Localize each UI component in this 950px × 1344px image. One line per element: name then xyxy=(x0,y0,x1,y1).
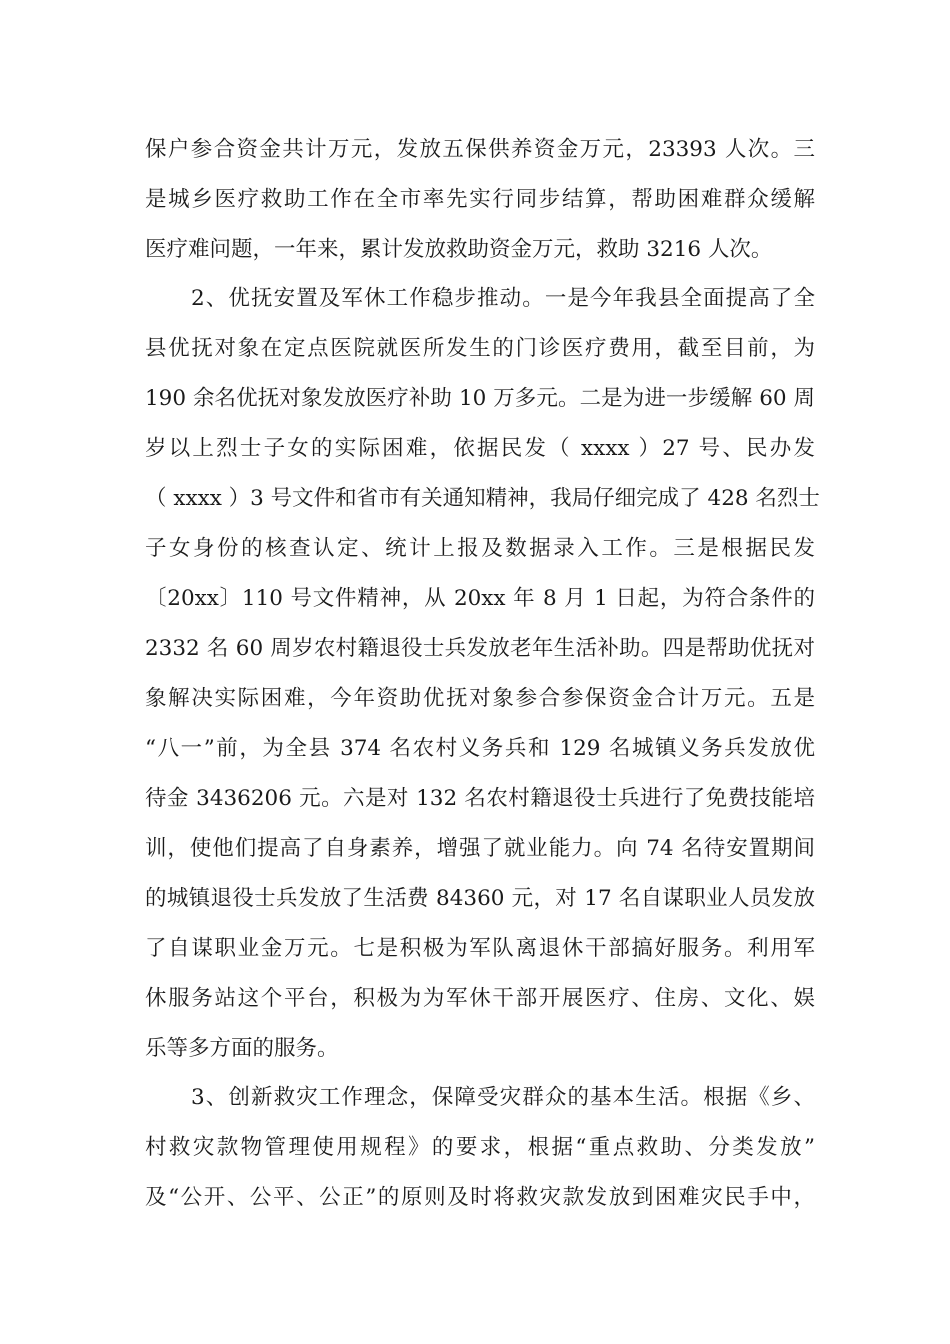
text-line: 190 余名优抚对象发放医疗补助 10 万多元。二是为进一步缓解 60 周 xyxy=(145,386,815,411)
text-line: “八一”前，为全县 374 名农村义务兵和 129 名城镇义务兵发放优 xyxy=(145,736,815,761)
text-line: 乐等多方面的服务。 xyxy=(145,1036,339,1061)
paragraph-2-first-line: 2、优抚安置及军休工作稳步推动。一是今年我县全面提高了全 xyxy=(191,286,815,311)
text-line: 是城乡医疗救助工作在全市率先实行同步结算，帮助困难群众缓解 xyxy=(145,187,815,212)
text-line: 的城镇退役士兵发放了生活费 84360 元，对 17 名自谋职业人员发放 xyxy=(145,886,815,911)
paragraph-3-first-line: 3、创新救灾工作理念，保障受灾群众的基本生活。根据《乡、 xyxy=(191,1085,815,1110)
text-line: 象解决实际困难，今年资助优抚对象参合参保资金合计万元。五是 xyxy=(145,686,815,711)
text-line: 县优抚对象在定点医院就医所发生的门诊医疗费用，截至目前，为 xyxy=(145,336,815,361)
text-line: 训，使他们提高了自身素养，增强了就业能力。向 74 名待安置期间 xyxy=(145,836,815,861)
text-line: 岁以上烈士子女的实际困难，依据民发（ xxxx ）27 号、民办发 xyxy=(145,436,815,461)
text-line: （ xxxx ）3 号文件和省市有关通知精神，我局仔细完成了 428 名烈士 xyxy=(145,486,820,511)
text-line: 〔20xx〕110 号文件精神，从 20xx 年 8 月 1 日起，为符合条件的 xyxy=(145,586,815,611)
text-line: 及“公开、公平、公正”的原则及时将救灾款发放到困难灾民手中， xyxy=(145,1185,815,1210)
text-line: 保户参合资金共计万元，发放五保供养资金万元，23393 人次。三 xyxy=(145,137,815,162)
text-line: 子女身份的核查认定、统计上报及数据录入工作。三是根据民发 xyxy=(145,536,815,561)
text-line: 2332 名 60 周岁农村籍退役士兵发放老年生活补助。四是帮助优抚对 xyxy=(145,636,815,661)
text-line: 休服务站这个平台，积极为为军休干部开展医疗、住房、文化、娱 xyxy=(145,986,815,1011)
text-line: 村救灾款物管理使用规程》的要求，根据“重点救助、分类发放” xyxy=(145,1135,815,1160)
text-line: 了自谋职业金万元。七是积极为军队离退休干部搞好服务。利用军 xyxy=(145,936,815,961)
text-line: 待金 3436206 元。六是对 132 名农村籍退役士兵进行了免费技能培 xyxy=(145,786,815,811)
text-line: 医疗难问题，一年来，累计发放救助资金万元，救助 3216 人次。 xyxy=(145,237,773,262)
